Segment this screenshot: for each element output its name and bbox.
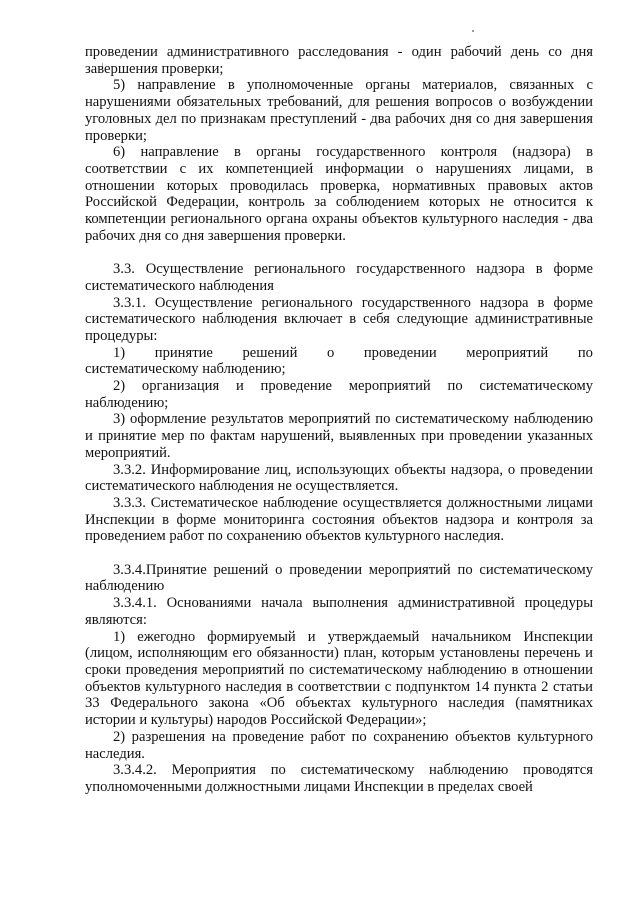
list-item: 3) оформление результатов мероприятий по систематическому наблюдению и принятие мер по фактам нарушений, выявленных при проведении указанных мероприятий. bbox=[85, 411, 593, 461]
section-heading: 3.3. Осуществление регионального государственного надзора в форме систематического наблюдения bbox=[85, 261, 593, 294]
paragraph: 3.3.4.2. Мероприятия по систематическому наблюдению проводятся уполномоченными должностными лицами Инспекции в пределах своей bbox=[85, 762, 593, 795]
paragraph: 3.3.1. Осуществление регионального государственного надзора в форме систематического наблюдения включает в себя следующие административные процедуры: bbox=[85, 294, 593, 344]
paragraph: проведении административного расследования - один рабочий день со дня завершения проверки; bbox=[85, 44, 593, 77]
list-item: 1) ежегодно формируемый и утверждаемый начальником Инспекции (лицом, исполняющим его обязанности) план, которым установлены перечень и сроки проведения мероприятий по систематическому наблюдению в отношении объектов культурного наследия в соответствии с подпунктом 14 пункта 2 статьи 33 Федерального закона «Об объектах культурного наследия (памятниках истории и культуры) народов Российской Федерации»; bbox=[85, 628, 593, 729]
scan-speck bbox=[472, 30, 474, 32]
paragraph: 3.3.4.1. Основаниями начала выполнения административной процедуры являются: bbox=[85, 595, 593, 628]
paragraph: 6) направление в органы государственного контроля (надзора) в соответствии с их компетенцией информации о нарушениях лицами, в отношении которых проводилась проверка, нормативных правовых актов Российской Федерации, контроль за соблюдением которых не относится к компетенции регионального органа охраны объектов культурного наследия - два рабочих дня со дня завершения проверки. bbox=[85, 144, 593, 244]
section-heading: 3.3.4.Принятие решений о проведении мероприятий по систематическому наблюдению bbox=[85, 561, 593, 595]
list-marker: 1) bbox=[113, 344, 126, 361]
paragraph: 5) направление в уполномоченные органы материалов, связанных с нарушениями обязательных требований, для решения вопросов о возбуждении уголовных дел по признакам преступлений - два рабочих дня со дня завершения проверки; bbox=[85, 77, 593, 144]
document-body bbox=[85, 44, 593, 796]
list-item-1-line: 1) принятие решений о проведении мероприятий по bbox=[113, 344, 593, 361]
list-item: 2) организация и проведение мероприятий по систематическому наблюдению; bbox=[85, 378, 593, 411]
paragraph: 3.3.3. Систематическое наблюдение осуществляется должностными лицами Инспекции в форме мониторинга состояния объектов надзора и контроля за проведением работ по сохранению объектов культурного наследия. bbox=[85, 494, 593, 545]
paragraph: 3.3.2. Информирование лиц, использующих объекты надзора, о проведении систематического наблюдения не осуществляется. bbox=[85, 461, 593, 495]
list-item-1-continuation: систематическому наблюдению; bbox=[85, 361, 286, 378]
list-item: 2) разрешения на проведение работ по сохранению объектов культурного наследия. bbox=[85, 728, 593, 762]
